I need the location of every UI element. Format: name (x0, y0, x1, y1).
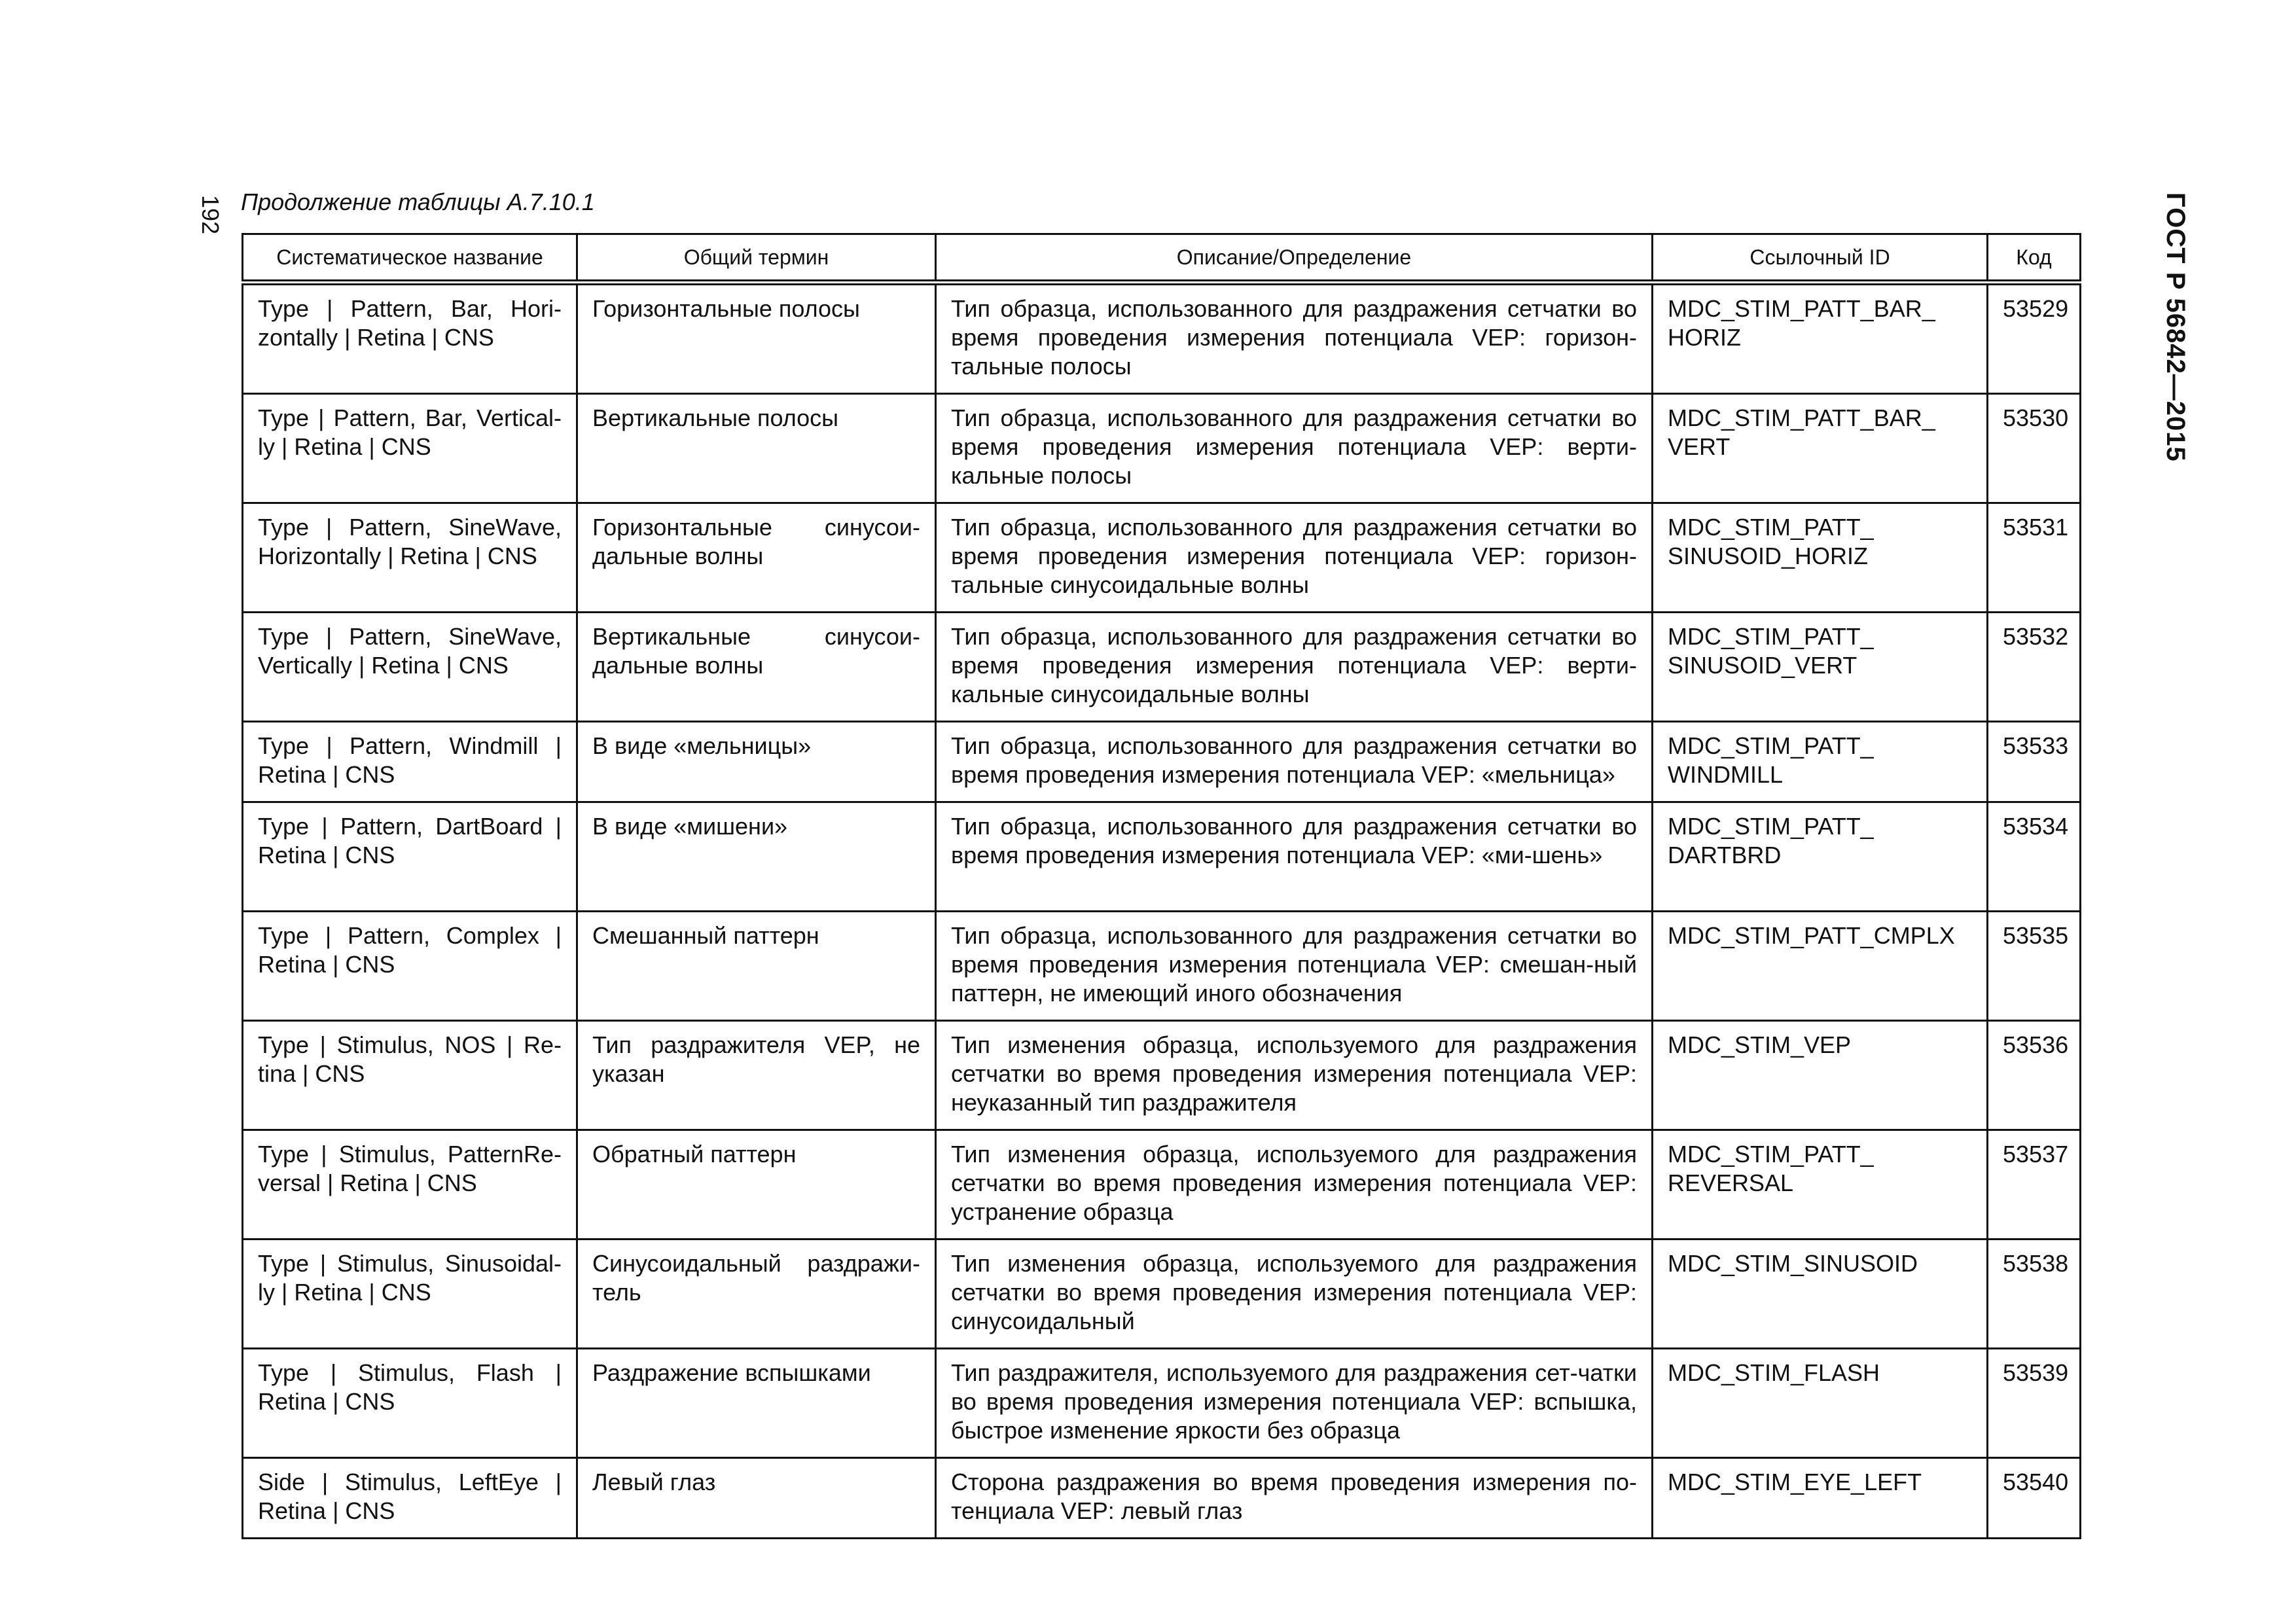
code-cell: 53530 (1988, 394, 2081, 503)
systematic-name-cell: Type | Pattern, SineWave, Horizontally | Retina | CNS (243, 503, 577, 613)
description-cell: Тип образца, использованного для раздражения сетчатки во время проведения измерения потенциала VEP: «мельница» (936, 722, 1653, 802)
table-row (243, 722, 2081, 802)
table-row (243, 912, 2081, 1021)
column-header-common-term: Общий термин (577, 234, 936, 283)
common-term-cell: Горизонтальные полосы (577, 283, 936, 394)
table-row (243, 1458, 2081, 1539)
table-row (243, 283, 2081, 394)
code-cell: 53532 (1988, 613, 2081, 722)
reference-id-cell: MDC_STIM_PATT_CMPLX (1653, 912, 1988, 1021)
reference-id-cell: MDC_STIM_PATT_ WINDMILL (1653, 722, 1988, 802)
common-term-cell: В виде «мишени» (577, 802, 936, 912)
systematic-name-cell: Type | Pattern, Windmill | Retina | CNS (243, 722, 577, 802)
table-row (243, 503, 2081, 613)
common-term-cell: Синусоидальный раздражи-тель (577, 1240, 936, 1349)
reference-id-cell: MDC_STIM_PATT_ SINUSOID_HORIZ (1653, 503, 1988, 613)
common-term-cell: Тип раздражителя VEP, не указан (577, 1021, 936, 1130)
reference-id-cell: MDC_STIM_SINUSOID (1653, 1240, 1988, 1349)
code-cell: 53537 (1988, 1130, 2081, 1240)
systematic-name-cell: Type | Pattern, Complex | Retina | CNS (243, 912, 577, 1021)
common-term-cell: Вертикальные полосы (577, 394, 936, 503)
description-cell: Тип образца, использованного для раздражения сетчатки во время проведения измерения потенциала VEP: верти-кальные полосы (936, 394, 1653, 503)
table-header-row (243, 234, 2081, 283)
code-cell: 53540 (1988, 1458, 2081, 1539)
description-cell: Тип образца, использованного для раздражения сетчатки во время проведения измерения потенциала VEP: смешан-ный паттерн, не имеющий иного обозначения (936, 912, 1653, 1021)
code-cell: 53531 (1988, 503, 2081, 613)
common-term-cell: Раздражение вспышками (577, 1349, 936, 1458)
description-cell: Тип образца, использованного для раздражения сетчатки во время проведения измерения потенциала VEP: верти-кальные синусоидальные волны (936, 613, 1653, 722)
table-row (243, 613, 2081, 722)
systematic-name-cell: Type | Stimulus, Flash | Retina | CNS (243, 1349, 577, 1458)
common-term-cell: Обратный паттерн (577, 1130, 936, 1240)
common-term-cell: Горизонтальные синусои-дальные волны (577, 503, 936, 613)
data-table (242, 233, 2081, 1539)
column-header-description: Описание/Определение (936, 234, 1653, 283)
table-row (243, 802, 2081, 912)
systematic-name-cell: Type | Pattern, Bar, Vertical-ly | Retina | CNS (243, 394, 577, 503)
common-term-cell: Смешанный паттерн (577, 912, 936, 1021)
code-cell: 53535 (1988, 912, 2081, 1021)
systematic-name-cell: Type | Stimulus, Sinusoidal-ly | Retina | CNS (243, 1240, 577, 1349)
table-row (243, 1130, 2081, 1240)
description-cell: Тип образца, использованного для раздражения сетчатки во время проведения измерения потенциала VEP: горизон-тальные синусоидальные волны (936, 503, 1653, 613)
description-cell: Тип изменения образца, используемого для раздражения сетчатки во время проведения измерения потенциала VEP: синусоидальный (936, 1240, 1653, 1349)
reference-id-cell: MDC_STIM_PATT_BAR_ VERT (1653, 394, 1988, 503)
code-cell: 53538 (1988, 1240, 2081, 1349)
description-cell: Тип раздражителя, используемого для раздражения сет-чатки во время проведения измерения потенциала VEP: вспышка, быстрое изменение яркости без образца (936, 1349, 1653, 1458)
reference-id-cell: MDC_STIM_PATT_ REVERSAL (1653, 1130, 1988, 1240)
reference-id-cell: MDC_STIM_FLASH (1653, 1349, 1988, 1458)
reference-id-cell: MDC_STIM_VEP (1653, 1021, 1988, 1130)
column-header-reference-id: Ссылочный ID (1653, 234, 1988, 283)
code-cell: 53533 (1988, 722, 2081, 802)
common-term-cell: Левый глаз (577, 1458, 936, 1539)
systematic-name-cell: Type | Pattern, DartBoard | Retina | CNS (243, 802, 577, 912)
description-cell: Тип образца, использованного для раздражения сетчатки во время проведения измерения потенциала VEP: горизон-тальные полосы (936, 283, 1653, 394)
common-term-cell: В виде «мельницы» (577, 722, 936, 802)
systematic-name-cell: Type | Pattern, Bar, Hori-zontally | Retina | CNS (243, 283, 577, 394)
column-header-systematic-name: Систематическое название (243, 234, 577, 283)
common-term-cell: Вертикальные синусои-дальные волны (577, 613, 936, 722)
table-row (243, 394, 2081, 503)
systematic-name-cell: Type | Stimulus, PatternRe-versal | Retina | CNS (243, 1130, 577, 1240)
reference-id-cell: MDC_STIM_PATT_BAR_ HORIZ (1653, 283, 1988, 394)
document-code: ГОСТ Р 56842—2015 (2161, 192, 2190, 462)
reference-id-cell: MDC_STIM_PATT_ SINUSOID_VERT (1653, 613, 1988, 722)
systematic-name-cell: Type | Pattern, SineWave, Vertically | Retina | CNS (243, 613, 577, 722)
reference-id-cell: MDC_STIM_PATT_ DARTBRD (1653, 802, 1988, 912)
code-cell: 53536 (1988, 1021, 2081, 1130)
description-cell: Тип изменения образца, используемого для раздражения сетчатки во время проведения измерения потенциала VEP: устранение образца (936, 1130, 1653, 1240)
table-caption: Продолжение таблицы А.7.10.1 (241, 188, 595, 215)
table-row (243, 1240, 2081, 1349)
code-cell: 53529 (1988, 283, 2081, 394)
table-row (243, 1349, 2081, 1458)
description-cell: Тип образца, использованного для раздражения сетчатки во время проведения измерения потенциала VEP: «ми-шень» (936, 802, 1653, 912)
description-cell: Тип изменения образца, используемого для раздражения сетчатки во время проведения измерения потенциала VEP: неуказанный тип раздражителя (936, 1021, 1653, 1130)
systematic-name-cell: Side | Stimulus, LeftEye | Retina | CNS (243, 1458, 577, 1539)
systematic-name-cell: Type | Stimulus, NOS | Re-tina | CNS (243, 1021, 577, 1130)
code-cell: 53534 (1988, 802, 2081, 912)
code-cell: 53539 (1988, 1349, 2081, 1458)
table-row (243, 1021, 2081, 1130)
description-cell: Сторона раздражения во время проведения измерения по-тенциала VEP: левый глаз (936, 1458, 1653, 1539)
column-header-code: Код (1988, 234, 2081, 283)
page-number: 192 (197, 195, 224, 235)
reference-id-cell: MDC_STIM_EYE_LEFT (1653, 1458, 1988, 1539)
